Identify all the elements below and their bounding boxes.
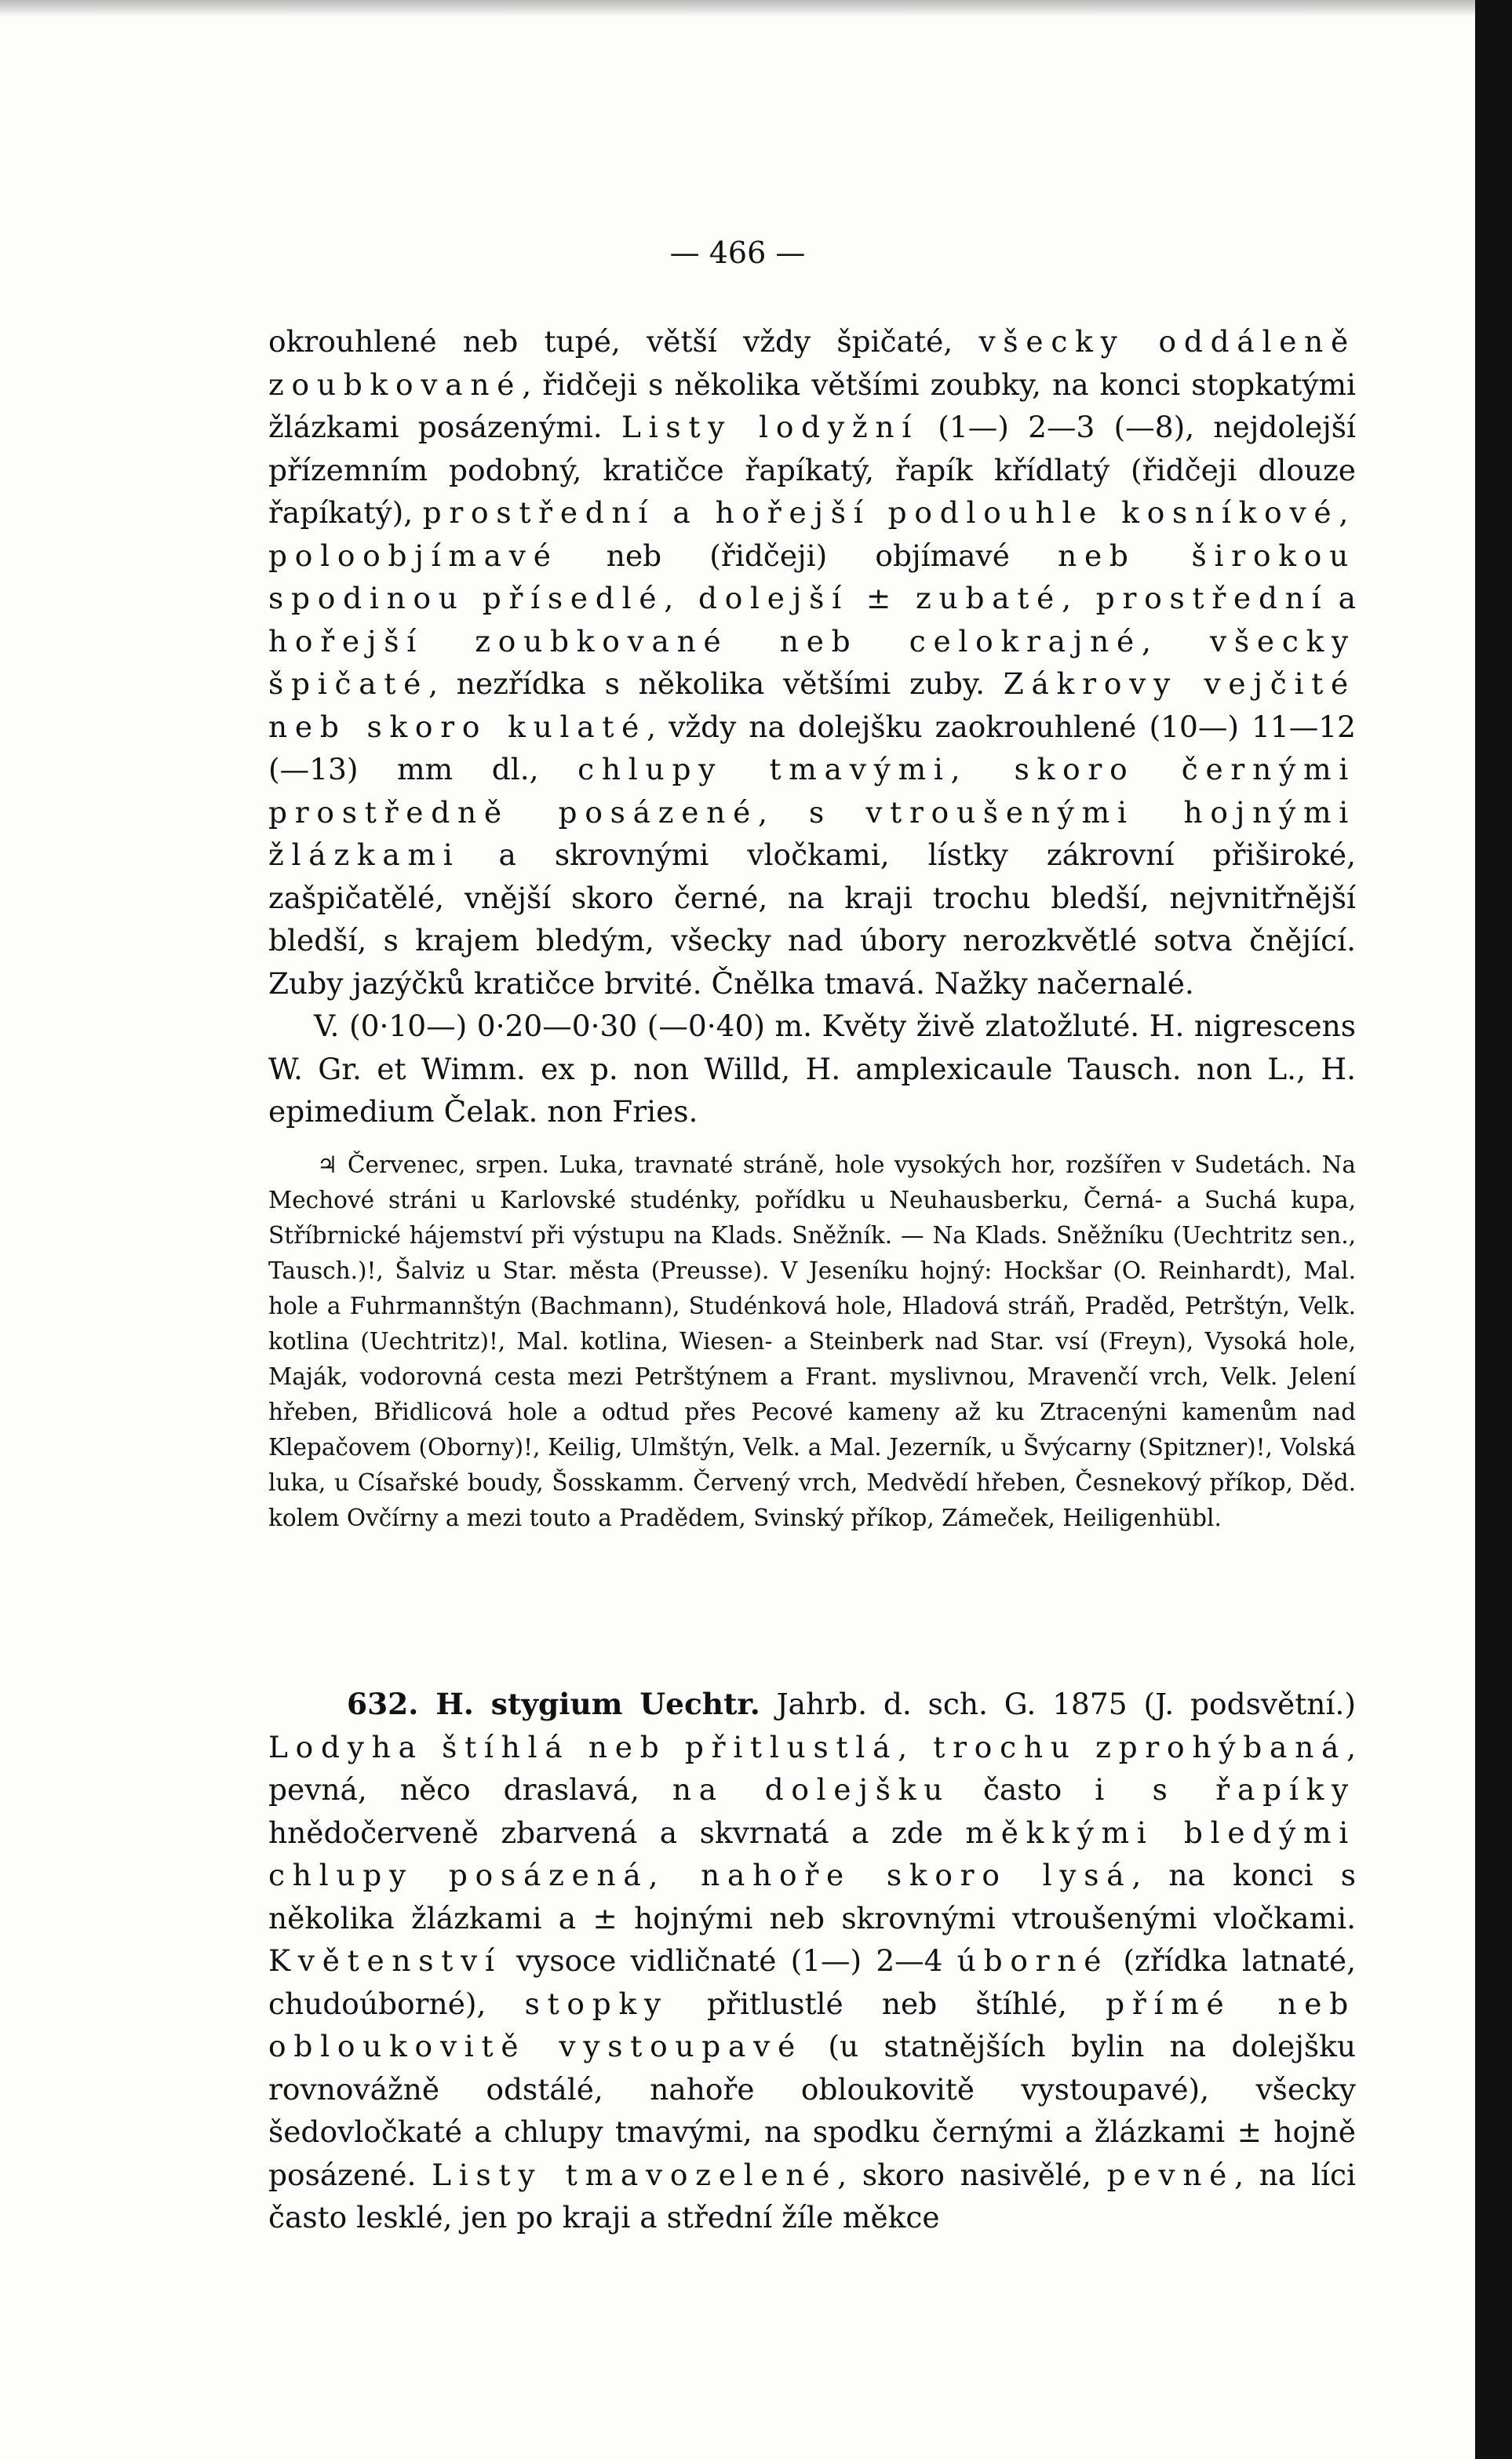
page-number: — 466 — (669, 235, 806, 270)
species-heading: 632. H. stygium Uechtr. (347, 1687, 760, 1721)
locality-paragraph: ♃ Červenec, srpen. Luka, travnaté stráně, hole vysokých hor, rozšířen v Sudetách. Na Mechové stráni u Karlovské studénky, pořídku u Neuhausberku, Černá- a Suchá kupa, Stříbrnické hájemství při výstupu na Klads. Sněžník. — Na Klads. Sněžníku (Uechtritz sen., Tausch.)!, Šalviz u Star. města (Preusse). V Jeseníku hojný: Hockšar (O. Reinhardt), Mal. hole a Fuhrmannštýn (Bachmann), Studénková hole, Hladová stráň, Praděd, Petrštýn, Velk. kotlina (Uechtritz)!, Mal. kotlina, Wiesen- a Steinberk nad Star. vsí (Freyn), Vysoká hole, Maják, vodorovná cesta mezi Petrštýnem a Frant. myslivnou, Mravenčí vrch, Velk. Jelení hřeben, Břidlicová hole a odtud přes Pecové kameny až ku Ztracenýni kamenům nad Klepačovem (Oborny)!, Keilig, Ulmštýn, Velk. a Mal. Jezerník, u Švýcarny (Spitzner)!, Volská luka, u Císařské boudy, Šosskamm. Červený vrch, Medvědí hřeben, Česnekový příkop, Děd. kolem Ovčírny a mezi touto a Pradědem, Svinský příkop, Zámeček, Heiligenhübl. (268, 1151, 1356, 1531)
description-body (268, 320, 1356, 1133)
species-entry (268, 1683, 1356, 2239)
scan-right-edge (1475, 0, 1512, 2459)
locality-list (268, 1147, 1356, 1536)
synonymy-paragraph: V. (0·10—) 0·20—0·30 (—0·40) m. Květy živě zlatožluté. H. nigrescens W. Gr. et Wimm. ex p. non Willd, H. amplexicaule Tausch. non L., H. epimedium Čelak. non Fries. (268, 1009, 1356, 1129)
species-paragraph: 632. H. stygium Uechtr. Jahrb. d. sch. G. 1875 (J. podsvětní.) Lodyha štíhlá neb přitlustlá, trochu zprohýbaná, pevná, něco draslavá, na dolejšku často i s řapíky hnědočerveně zbarvená a skvrnatá a zde měkkými bledými chlupy posázená, nahoře skoro lysá, na konci s několika žlázkami a ± hojnými neb skrovnými vtroušenými vločkami. Květenství vysoce vidličnaté (1—) 2—4 úborné (zřídka latnaté, chudoúborné), stopky přitlustlé neb štíhlé, přímé neb obloukovitě vystoupavé (u statnějších bylin na dolejšku rovnovážně odstálé, nahoře obloukovitě vystoupavé), všecky šedovločkaté a chlupy tmavými, na spodku černými a žlázkami ± hojně posázené. Listy tmavozelené, skoro nasivělé, pevné, na líci často lesklé, jen po kraji a střední žíle měkce (268, 1687, 1357, 2235)
scan-top-shadow (0, 0, 1475, 17)
description-paragraph: okrouhlené neb tupé, větší vždy špičaté, všecky oddáleně zoubkované, řidčeji s několika většími zoubky, na konci stopkatými žlázkami posázenými. Listy lodyžní (1—) 2—3 (—8), nejdolejší přízemním podobný, kratičce řapíkatý, řapík křídlatý (řidčeji dlouze řapíkatý), prostřední a hořejší podlouhle kosníkové, poloobjímavé neb (řidčeji) objímavé neb širokou spodinou přísedlé, dolejší ± zubaté, prostřední a hořejší zoubkované neb celokrajné, všecky špičaté, nezřídka s několika většími zuby. Zákrovy vejčité neb skoro kulaté, vždy na dolejšku zaokrouhlené (10—) 11—12 (—13) mm dl., chlupy tmavými, skoro černými prostředně posázené, s vtroušenými hojnými žlázkami a skrovnými vločkami, lístky zákrovní přiširoké, zašpičatělé, vnější skoro černé, na kraji trochu bledší, nejvnitřnější bledší, s krajem bledým, všecky nad úbory nerozkvětlé sotva čnějící. Zuby jazýčků kratičce brvité. Čnělka tmavá. Nažky načernalé. (268, 324, 1357, 1001)
